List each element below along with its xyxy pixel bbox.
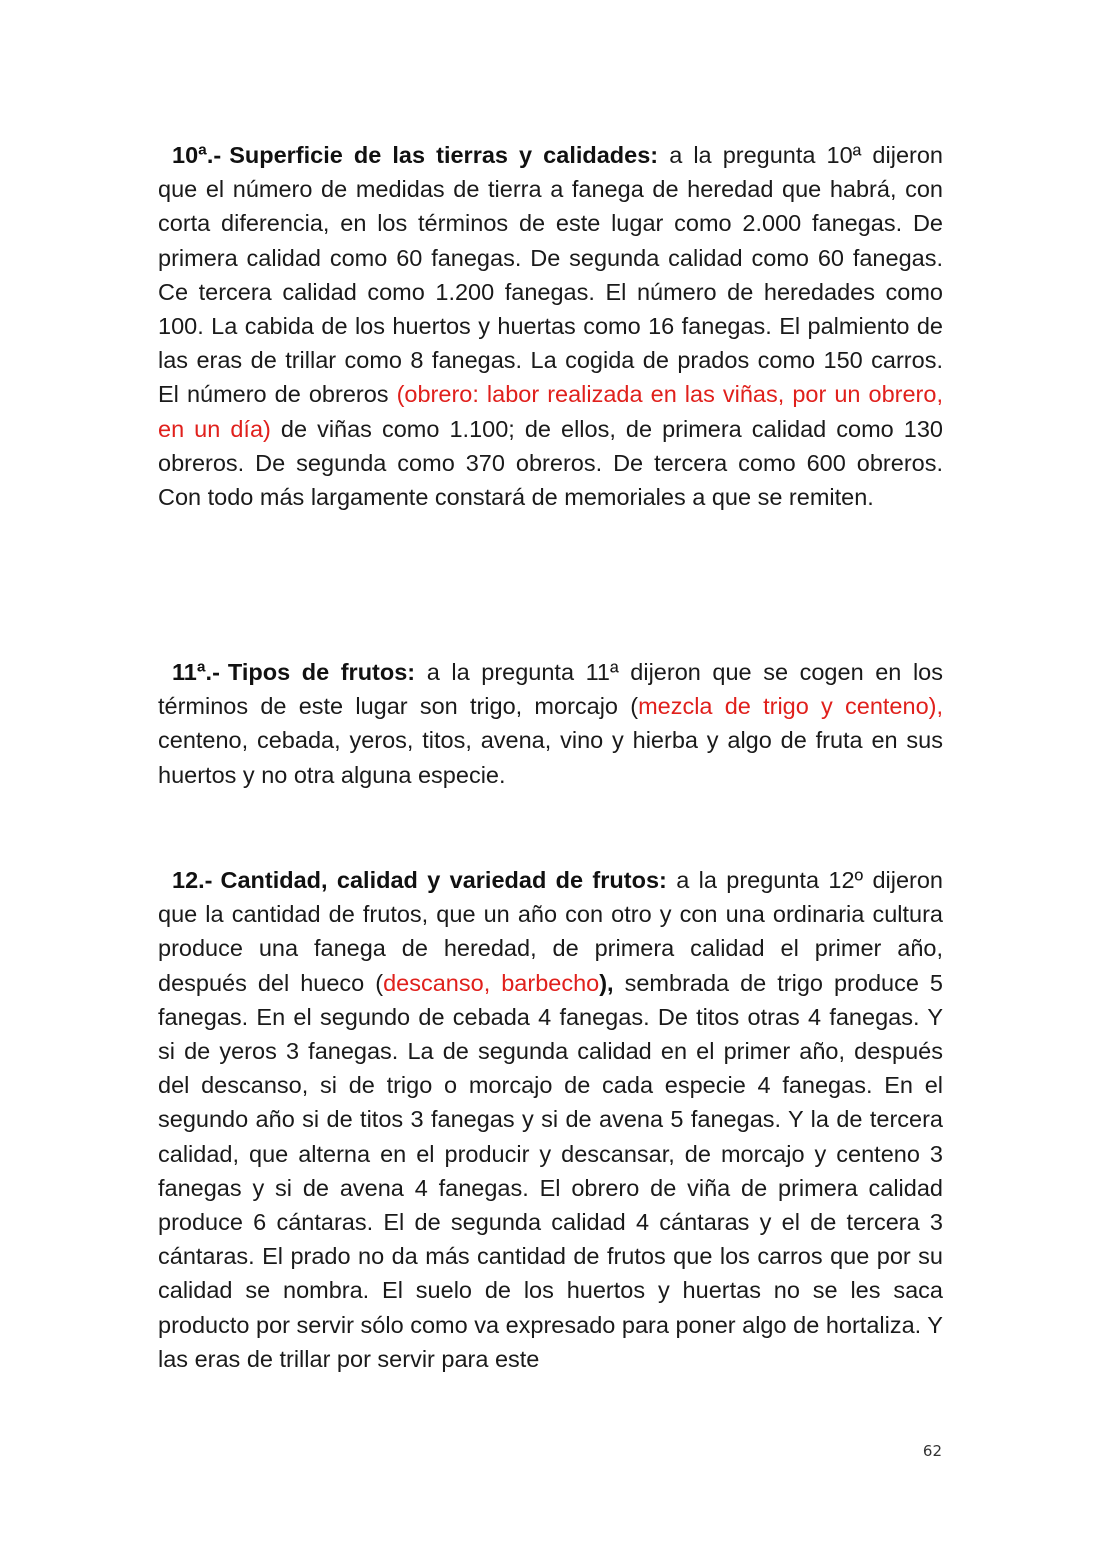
section-11-number: 11ª.- [172,659,220,685]
section-11-annotation: mezcla de trigo y centeno), [638,693,943,720]
section-12-text-a: a la pregunta 12º dijeron que la cantidad de frutos, que un año con otro y con una ordinaria cultura produce una fanega de heredad, de primera calidad el primer año, después del hueco ( [158,867,943,996]
section-11-text-b: centeno, cebada, yeros, titos, avena, vino y hierba y algo de fruta en sus huertos y no otra alguna especie. [158,727,943,788]
section-12-text-b: sembrada de trigo produce 5 fanegas. En el segundo de cebada 4 fanegas. De titos otras 4 fanegas. Y si de yeros 3 fanegas. La de segunda calidad en el primer año, después del descanso, si de trigo o morcajo de cada especie 4 fanegas. En el segundo año si de titos 3 fanegas y si de avena 5 fanegas. Y la de tercera calidad, que alterna en el producir y descansar, de morcajo y centeno 3 fanegas y si de avena 4 fanegas. El obrero de viña de primera calidad produce 6 cántaras. El de segunda calidad 4 cántaras y el de tercera 3 cántaras. El prado no da más cantidad de frutos que los carros que por su calidad se nombra. El suelo de los huertos y huertas no se les saca producto por servir sólo como va expresado para poner algo de hortaliza. Y las eras de trillar por servir para este [158,969,943,1372]
section-11-heading: Tipos de frutos: [227,659,416,685]
page-number: 62 [922,1442,942,1460]
section-10-number: 10ª.- [172,142,222,168]
section-12-heading: Cantidad, calidad y variedad de frutos: [220,867,667,893]
section-10-annotation: (obrero: labor realizada en las viñas, por un obrero, en un día) [158,381,943,442]
section-10-paragraph [158,138,943,514]
section-11-paragraph [158,655,943,792]
section-10-text-a: a la pregunta 10ª dijeron que el número de medidas de tierra a fanega de heredad que habrá, con corta diferencia, en los términos de este lugar como 2.000 fanegas. De primera calidad como 60 fanegas. De segunda calidad como 60 fanegas. Ce tercera calidad como 1.200 fanegas. El número de heredades como 100. La cabida de los huertos y huertas como 16 fanegas. El palmiento de las eras de trillar como 8 fanegas. La cogida de prados como 150 carros. El número de obreros [158,142,943,408]
section-10-text-b: de viñas como 1.100; de ellos, de primera calidad como 130 obreros. De segunda como 370 obreros. De tercera como 600 obreros. Con todo más largamente constará de memoriales a que se remiten. [158,415,943,511]
section-12-paragraph [158,863,943,1376]
section-12-annotation: descanso, barbecho [383,969,600,996]
section-12-number: 12.- [172,867,213,893]
section-12-annotation-close: ), [599,969,614,996]
section-10-heading: Superficie de las tierras y calidades: [229,142,659,168]
section-11-text-a: a la pregunta 11ª dijeron que se cogen en los términos de este lugar son trigo, morcajo ( [158,659,943,720]
